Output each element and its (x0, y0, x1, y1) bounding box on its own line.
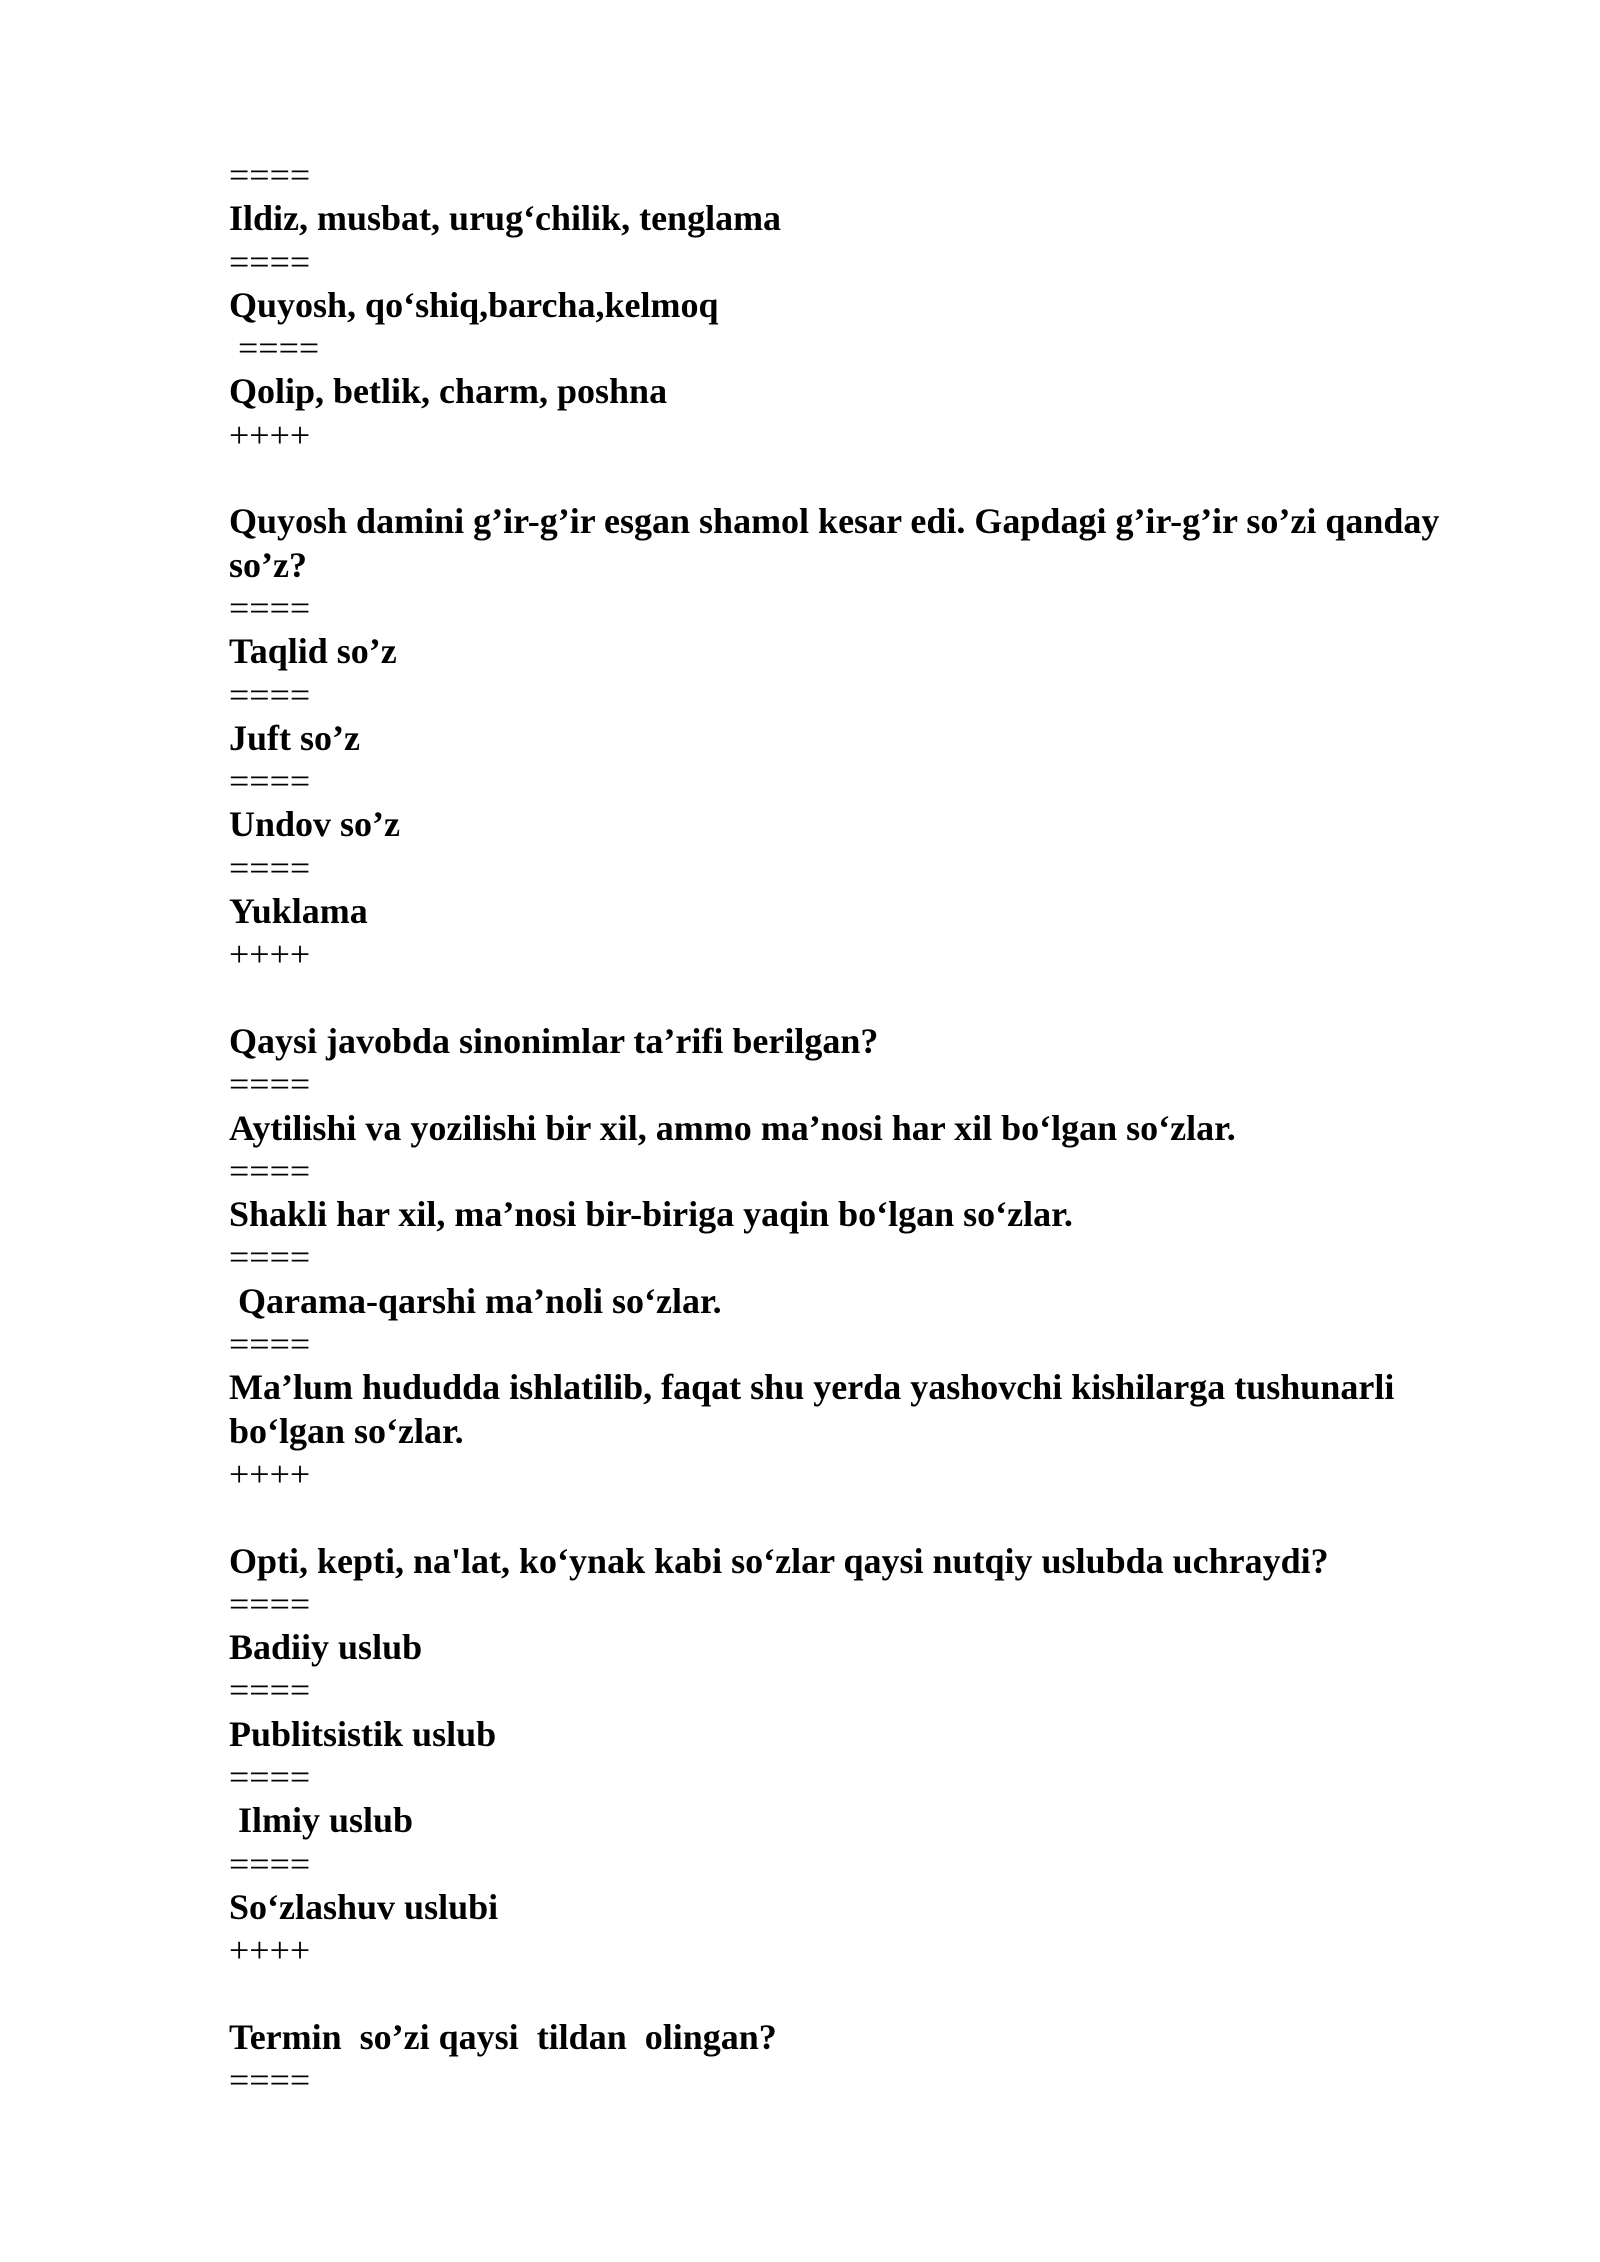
text-line: So‘zlashuv uslubi (229, 1886, 499, 1927)
answer-separator: ==== (229, 1150, 311, 1191)
text-line: Badiiy uslub (229, 1627, 423, 1668)
question-separator: ++++ (229, 1930, 311, 1971)
text-line: Qaysi javobda sinonimlar ta’rifi berilgan? (229, 1020, 879, 1061)
text-line: Qolip, betlik, charm, poshna (229, 371, 668, 412)
text-line: Yuklama (229, 891, 368, 932)
answer-separator: ==== (229, 2060, 311, 2101)
text-line: Aytilishi va yozilishi bir xil, ammo ma’nosi har xil bo‘lgan so‘zlar. (229, 1107, 1236, 1148)
blank-line (229, 457, 1469, 500)
blank-line (229, 1496, 1469, 1539)
blank-line (229, 1972, 1469, 2015)
text-line: Publitsistik uslub (229, 1713, 497, 1754)
question-separator: ++++ (229, 934, 311, 975)
answer-separator: ==== (229, 1237, 311, 1278)
answer-separator: ==== (229, 241, 311, 282)
blank-line (229, 977, 1469, 1020)
text-line: Opti, kepti, na'lat, ko‘ynak kabi so‘zlar qaysi nutqiy uslubda uchraydi? (229, 1540, 1329, 1581)
answer-separator: ==== (229, 674, 311, 715)
text-line: Qarama-qarshi ma’noli so‘zlar. (229, 1280, 722, 1321)
text-line: Ilmiy uslub (229, 1800, 414, 1841)
answer-separator: ==== (229, 328, 320, 369)
answer-separator: ==== (229, 1756, 311, 1797)
text-line: Taqlid so’z (229, 631, 397, 672)
question-separator: ++++ (229, 414, 311, 455)
answer-separator: ==== (229, 1324, 311, 1365)
text-line: Termin so’zi qaysi tildan olingan? (229, 2016, 777, 2057)
answer-separator: ==== (229, 1583, 311, 1624)
text-line: Ma’lum hududda ishlatilib, faqat shu yerda yashovchi kishilarga tushunarli bo‘lgan so‘zlar. (229, 1367, 1404, 1451)
text-line: Ildiz, musbat, urug‘chilik, tenglama (229, 198, 782, 239)
answer-separator: ==== (229, 1843, 311, 1884)
text-line: Quyosh, qo‘shiq,barcha,kelmoq (229, 284, 719, 325)
document-page (229, 154, 1469, 2102)
question-separator: ++++ (229, 1453, 311, 1494)
answer-separator: ==== (229, 587, 311, 628)
answer-separator: ==== (229, 155, 311, 195)
answer-separator: ==== (229, 1670, 311, 1711)
text-line: Undov so’z (229, 804, 401, 845)
answer-separator: ==== (229, 761, 311, 802)
answer-separator: ==== (229, 1064, 311, 1105)
text-line: Shakli har xil, ma’nosi bir-biriga yaqin bo‘lgan so‘zlar. (229, 1194, 1073, 1235)
text-line: Quyosh damini g’ir-g’ir esgan shamol kesar edi. Gapdagi g’ir-g’ir so’zi qanday so’z? (229, 501, 1449, 585)
text-line: Juft so’z (229, 717, 360, 758)
answer-separator: ==== (229, 847, 311, 888)
